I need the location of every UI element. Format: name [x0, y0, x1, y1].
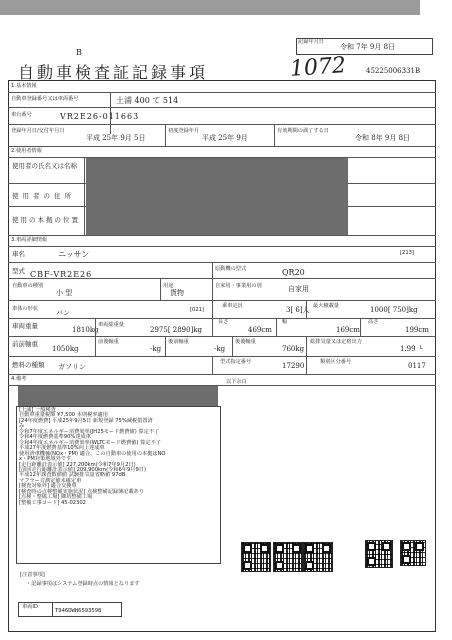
remark-line: [検査時の点検整備実施状況] 点検整備記録簿記載あり — [19, 488, 145, 495]
gross-weight-value: 2975[ 2890]kg — [150, 326, 203, 334]
header-mark: B — [76, 48, 82, 57]
reg-number-label: 自動車登録番号又は車両番号 — [11, 96, 79, 102]
use-value: 貨物 — [170, 289, 184, 297]
body-value: バン — [56, 309, 70, 317]
weight-value: 1810kg — [72, 326, 99, 334]
ff-axle-value: 1050kg — [52, 345, 79, 353]
length-value: 469cm — [248, 326, 272, 334]
first-year-value: 平成 25年 9月 — [202, 134, 248, 142]
section1-heading: 1.基本情報 — [11, 83, 37, 89]
remark-line: [土浦] 一般検査 — [19, 407, 56, 413]
blank-note: 以下余白 — [226, 379, 247, 385]
remark-line: 自動車重量税額 ¥7,500 本則税率適用 — [19, 412, 108, 419]
qr-code-1 — [241, 542, 271, 572]
kind-label: 自動車の種別 — [12, 283, 44, 289]
remark-line: 令和4年度燃費基準90%達成車 — [19, 434, 91, 441]
remark-line: 平成27年度燃費基準10%向上達成車 — [19, 445, 105, 452]
model-label: 型式 — [12, 267, 25, 275]
remark-line: [検査対象外] 適合交換車 — [19, 483, 77, 490]
fuel-value: ガソリン — [58, 363, 86, 371]
issue-date-value: 令和 7年 9月 8日 — [340, 43, 396, 51]
spec-number-value: 17290 — [282, 362, 305, 370]
user-info-redaction — [86, 158, 348, 235]
expiry-label: 有効期間の満了する日 — [277, 128, 329, 134]
qr-code-3 — [303, 542, 333, 572]
user-name-label: 使用者の氏名又は名称 — [12, 162, 77, 170]
vin-label: 車台番号 — [11, 112, 32, 118]
length-label: 長さ — [218, 319, 229, 325]
maker-code: [213] — [400, 250, 414, 256]
width-value: 169cm — [336, 326, 360, 334]
rr-axle-value: 760kg — [282, 345, 305, 353]
kind-value: 小 型 — [56, 289, 73, 297]
remark-line: [24年度燃費] 平成25年9月5日 新規登録 75%減税措置済 — [19, 417, 153, 424]
remark-line: [整備工事コード] 45-02302 — [19, 499, 86, 506]
engine-label: 原動機の型式 — [215, 266, 247, 272]
body-label: 車体の形状 — [12, 306, 38, 312]
maxload-value: 1000[ 750]kg — [370, 306, 418, 314]
remark-line: [点検・整備工場] 御坊整備工場 — [19, 494, 93, 501]
first-reg-value: 平成 25年 9月 5日 — [86, 134, 146, 142]
class-number-value: 0117 — [408, 362, 426, 370]
document-code: 45225006331B — [366, 67, 421, 75]
note-text: ・記録事項はシステム登録時点の情報となります — [26, 581, 140, 587]
issue-date-label: 記録年月日 — [298, 39, 324, 45]
section2-heading: 2.使用者情報 — [11, 148, 42, 154]
remark-line: 令和7年度エネルギー消費効率(JH25モード燃費値) 算定不了 — [19, 428, 160, 435]
remark-line: x・PM対策地域外です。 — [19, 456, 76, 463]
qr-code-4 — [365, 540, 393, 568]
vin-value: VR2E26-011663 — [60, 112, 140, 121]
use-label: 用途 — [163, 283, 174, 289]
car-id-label: 車両ID — [22, 604, 38, 610]
rf-axle-label: 後前軸重 — [168, 339, 189, 345]
height-label: 高さ — [368, 319, 379, 325]
model-value: CBF-VR2E26 — [30, 270, 93, 279]
expiry-value: 令和 8年 9月 8日 — [355, 134, 411, 142]
qr-code-2 — [273, 542, 303, 572]
reg-number-value: 土浦 400 て 514 — [116, 96, 179, 105]
remark-line: 使用済車機械(NOx・PM) 適合、この自動車の使用の本拠はNO — [19, 450, 166, 457]
biz-value: 自家用 — [288, 285, 309, 293]
maxload-label: 最大積載量 — [313, 303, 339, 309]
remark-line: 令和4年度エネルギー消費効率(WLTCモード燃費値) 算定不了 — [19, 439, 161, 446]
fr-axle-value: -kg — [150, 345, 162, 353]
maker-label: 車名 — [12, 250, 25, 258]
remark-line: マフラー音測定値未確定車 — [19, 477, 82, 484]
first-year-label: 初度登録年月 — [168, 128, 200, 134]
car-id-value: T946DWH6593598 — [55, 608, 102, 614]
body-code: [021] — [190, 307, 204, 313]
fr-axle-label: 前後軸重 — [98, 339, 119, 345]
note-heading: [注意事項] — [20, 572, 45, 578]
base-location-label: 使用の本拠の位置 — [12, 216, 80, 224]
remark-line: 平成12年課査数値値 試験排気量省略値 97dB — [19, 472, 126, 479]
capacity-label: 乗車定員 — [222, 303, 243, 309]
gross-weight-label: 車両総重量 — [98, 322, 124, 328]
spec-number-label: 型式指定番号 — [220, 359, 252, 365]
displacement-unit: L — [420, 345, 423, 351]
remarks-redaction — [18, 386, 218, 406]
height-value: 199cm — [405, 326, 429, 334]
first-reg-label: 登録年月日/交付年月日 — [11, 128, 65, 134]
top-redaction-bar — [0, 0, 420, 15]
engine-value: QR20 — [282, 268, 305, 277]
section3-heading: 3.車両詳細情報 — [11, 237, 48, 243]
displacement-label: 総排気量又は定格出力 — [310, 339, 362, 345]
remarks-list — [19, 408, 222, 506]
class-number-label: 類別区分番号 — [320, 359, 352, 365]
handwritten-number: 1072 — [289, 53, 347, 82]
displacement-value: 1.99 — [400, 345, 416, 353]
remark-line: [前回走行距離計表示値] 209,900km(令和6年9月9日) — [19, 466, 146, 473]
width-label: 幅 — [282, 319, 288, 325]
user-address-label: 使用者の住所 — [12, 192, 75, 200]
ff-axle-label: 前前軸重 — [12, 340, 38, 348]
capacity-value: 3[ 6]人 — [286, 306, 310, 314]
remark-line: [走行距離計表示値] 227,200km(令和7年9月2日) — [19, 461, 136, 468]
document-title: 自動車検査証記録事項 — [18, 63, 209, 82]
qr-code-5 — [400, 540, 426, 566]
biz-label: 自家用・事業用の別 — [215, 283, 262, 289]
rr-axle-label: 後後軸重 — [235, 339, 256, 345]
rf-axle-value: -kg — [214, 345, 226, 353]
fuel-label: 燃料の種類 — [12, 361, 45, 369]
maker-value: ニッサン — [58, 250, 90, 259]
section4-heading: 4.備考 — [11, 376, 27, 382]
weight-label: 車両重量 — [12, 322, 38, 330]
remark-line: み — [19, 423, 25, 430]
